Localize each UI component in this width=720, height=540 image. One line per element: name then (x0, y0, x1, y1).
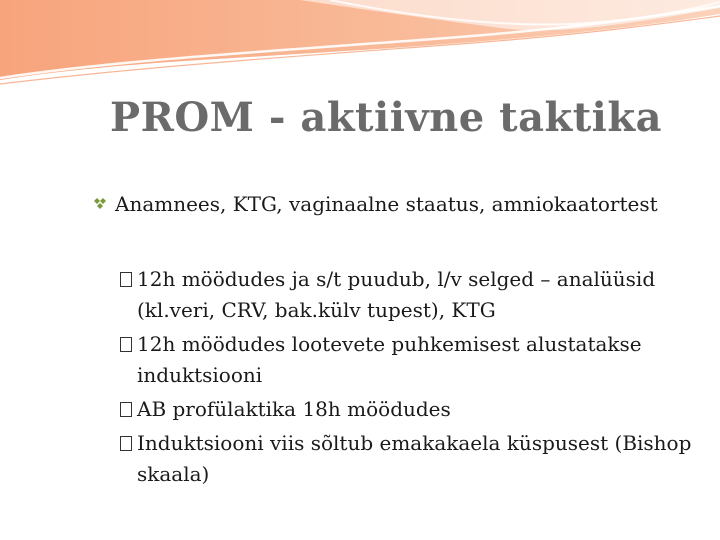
sub-bullet-item (120, 329, 700, 391)
sub-bullet-text: AB profülaktika 18h möödudes (137, 397, 451, 421)
slide-title: PROM - aktiivne taktika (110, 94, 663, 141)
box-bullet-icon (120, 272, 132, 287)
box-bullet-icon (120, 402, 132, 417)
box-bullet-icon (120, 337, 132, 352)
bullet-item (93, 192, 658, 216)
sub-bullet-text: 12h möödudes ja s/t puudub, l/v selged – analüüsid (kl.veri, CRV, bak.külv tupest), KTG (137, 267, 656, 322)
sub-bullet-text: Induktsiooni viis sõltub emakakaela küspusest (Bishop skaala) (137, 431, 692, 486)
sub-bullet-item (120, 428, 700, 490)
box-bullet-icon (120, 436, 132, 451)
sub-bullet-item (120, 264, 700, 326)
sub-bullet-item (120, 394, 700, 425)
sub-bullet-list (120, 264, 700, 493)
sub-bullet-text: 12h möödudes lootevete puhkemisest alustatakse induktsiooni (137, 332, 642, 387)
header-banner (0, 0, 720, 90)
bullet-text: Anamnees, KTG, vaginaalne staatus, amniokaatortest (115, 192, 658, 216)
diamond-bullet-icon (93, 197, 109, 211)
